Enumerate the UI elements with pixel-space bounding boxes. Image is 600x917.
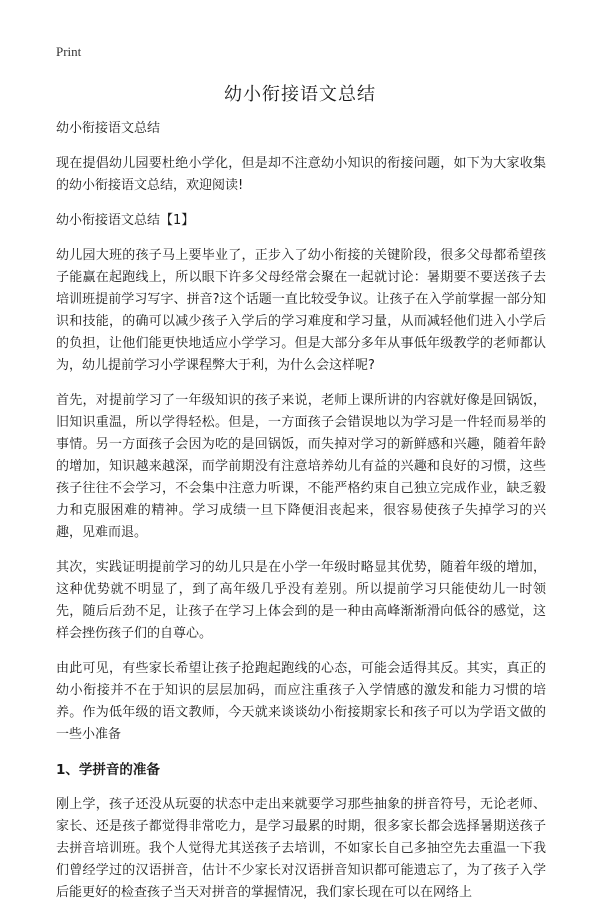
body-paragraph: 刚上学，孩子还没从玩耍的状态中走出来就要学习那些抽象的拼音符号，无论老师、家长、还是孩子都觉得非常吃力，是学习最累的时期，很多家长都会选择暑期送孩子去拼音培训班。我个人觉得尤其送孩子去培训，不如家长自己多抽空先去重温一下我们曾经学过的汉语拼音，估计不少家长对汉语拼音知识都可能遗忘了，为了孩子入学后能更好的检查孩子当天对拼音的掌握情况，我们家长现在可以在网络上 <box>56 797 546 900</box>
document-subtitle: 幼小衔接语文总结 <box>56 121 161 136</box>
body-paragraph: 由此可见，有些家长希望让孩子抢跑起跑线的心态，可能会适得其反。其实，真正的幼小衔接并不在于知识的层层加码，而应注重孩子入学情感的激发和能力习惯的培养。作为低年级的语文教师，今天就来谈谈幼小衔接期家长和孩子可以为学语文做的一些小准备 <box>56 661 546 742</box>
intro-paragraph: 现在提倡幼儿园要杜绝小学化，但是却不注意幼小知识的衔接问题，如下为大家收集的幼小衔接语文总结，欢迎阅读! <box>56 156 546 193</box>
section-heading: 1、学拼音的准备 <box>56 762 160 778</box>
page-title: 幼小衔接语文总结 <box>224 84 376 105</box>
section-label: 幼小衔接语文总结【1】 <box>56 213 195 228</box>
document-body <box>56 118 546 917</box>
print-link[interactable]: Print <box>56 44 82 59</box>
body-paragraph: 幼儿园大班的孩子马上要毕业了，正步入了幼小衔接的关键阶段，很多父母都希望孩子能赢在起跑线上，所以眼下许多父母经常会聚在一起就讨论：暑期要不要送孩子去培训班提前学习写字、拼音?这个话题一直比较受争议。让孩子在入学前掌握一部分知识和技能，的确可以减少孩子入学后的学习难度和学习量，从而减轻他们进入小学后的负担，让他们能更快地适应小学学习。但是大部分多年从事低年级教学的老师都认为，幼儿提前学习小学课程弊大于利，为什么会这样呢? <box>56 248 546 373</box>
body-paragraph: 首先，对提前学习了一年级知识的孩子来说，老师上课所讲的内容就好像是回锅饭，旧知识重温，所以学得轻松。但是，一方面孩子会错误地以为学习是一件轻而易举的事情。另一方面孩子会因为吃的是回锅饭，而失掉对学习的新鲜感和兴趣，随着年龄的增加，知识越来越深，而学前期没有注意培养幼儿有益的兴趣和良好的习惯，这些孩子往往不会学习，不会集中注意力听课，不能严格约束自己独立完成作业，缺乏毅力和克服困难的精神。学习成绩一旦下降便泪丧起来，很容易使孩子失掉学习的兴趣，见难而退。 <box>56 393 546 540</box>
body-paragraph: 其次，实践证明提前学习的幼儿只是在小学一年级时略显其优势，随着年级的增加，这种优势就不明显了，到了高年级几乎没有差别。所以提前学习只能使幼儿一时领先，随后后劲不足，让孩子在学习上体会到的是一种由高峰渐渐滑向低谷的感觉，这样会挫伤孩子们的自尊心。 <box>56 560 546 641</box>
